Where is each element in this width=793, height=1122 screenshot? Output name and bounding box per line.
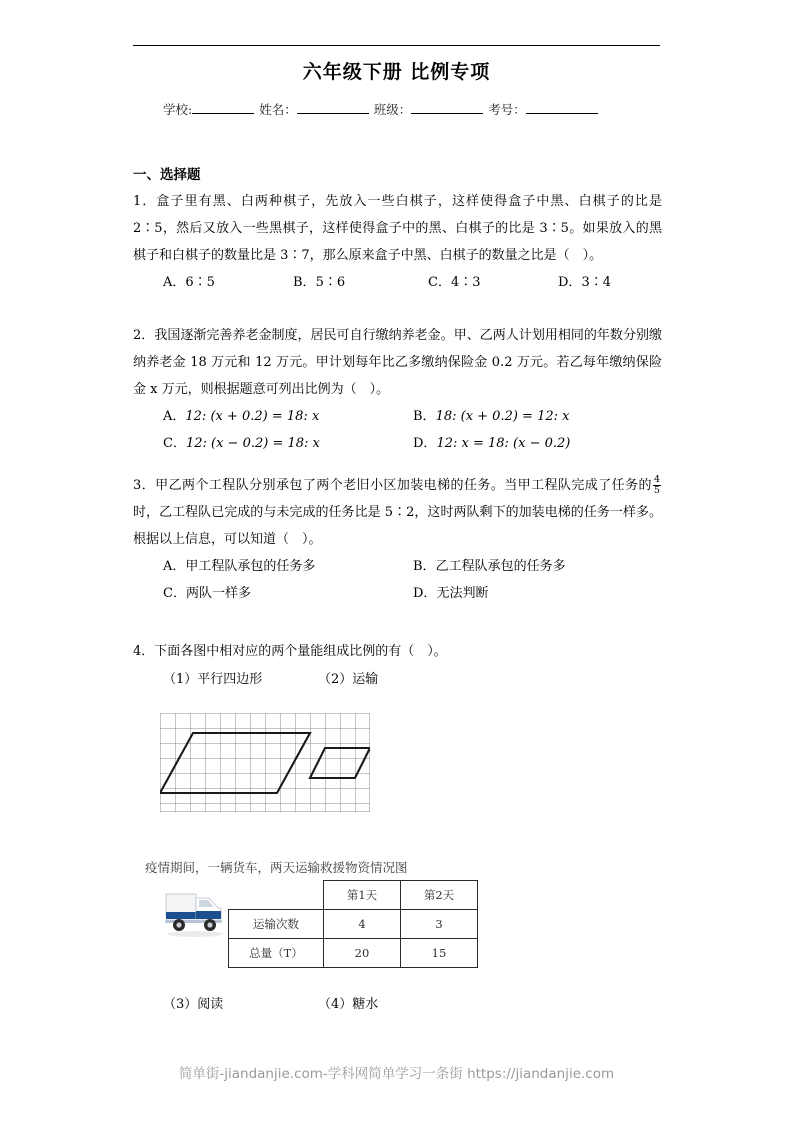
section-heading: 一、选择题 <box>133 167 201 183</box>
question-1-option-c[interactable]: C．4∶3 <box>428 275 481 290</box>
parallelogram-grid-figure <box>160 713 370 812</box>
fraction-four-fifths: $\frac{4}{5}$ <box>653 474 660 496</box>
examid-label: 考号： <box>488 102 526 117</box>
school-blank[interactable] <box>192 113 254 114</box>
school-label: 学校: <box>163 102 193 117</box>
table-row-trips-day1: 4 <box>324 910 401 939</box>
table-row-total-day2: 15 <box>401 939 478 968</box>
table-row-trips-day2: 3 <box>401 910 478 939</box>
question-2-options-row2 <box>133 430 662 457</box>
sub-item-3-label: （3）阅读 <box>163 997 224 1012</box>
question-1-number: 1． <box>133 194 157 209</box>
class-label: 班级： <box>373 102 412 117</box>
question-2-option-d[interactable]: D．12: x = 18: (x − 0.2) <box>413 436 571 451</box>
grid-background <box>160 713 370 812</box>
table-col-day2: 第2天 <box>401 881 478 910</box>
sub-item-4-label: （4）糖水 <box>318 997 379 1012</box>
question-1-option-d[interactable]: D．3∶4 <box>558 275 611 290</box>
question-3 <box>133 472 662 607</box>
class-blank[interactable] <box>411 113 483 114</box>
table-corner-cell <box>229 881 324 910</box>
question-1-options <box>133 269 662 296</box>
table-row-trips-label: 运输次数 <box>229 910 324 939</box>
sub-item-2-label: （2）运输 <box>318 672 379 687</box>
question-2-option-b[interactable]: B．18: (x + 0.2) = 12: x <box>413 409 570 424</box>
question-3-option-b[interactable]: B．乙工程队承包的任务多 <box>413 559 566 574</box>
name-blank[interactable] <box>297 113 369 114</box>
question-3-options-row1 <box>133 553 662 580</box>
truck-icon <box>163 884 231 944</box>
question-1-option-a[interactable]: A．6∶5 <box>163 275 215 290</box>
truck-image <box>163 884 231 944</box>
question-3-option-a[interactable]: A．甲工程队承包的任务多 <box>163 559 316 574</box>
grid-svg <box>160 713 370 812</box>
transport-table <box>228 880 478 968</box>
question-2-option-c[interactable]: C．12: (x − 0.2) = 18: x <box>163 436 320 451</box>
question-1 <box>133 188 662 296</box>
question-2-options-row1 <box>133 403 662 430</box>
name-label: 姓名： <box>259 102 297 117</box>
question-2 <box>133 322 662 457</box>
student-info-line <box>163 100 663 118</box>
table-row-total-day1: 20 <box>324 939 401 968</box>
question-3-options-row2 <box>133 580 662 607</box>
question-3-stem: 3．甲乙两个工程队分别承包了两个老旧小区加装电梯的任务。当甲工程队完成了任务的 $\frac{4}{5}$ 时，乙工程队已完成的与未完成的任务比是 5∶2，这时两队剩下的加装电梯的任务一样多。根据以上信息，可以知道（ ）。 <box>133 474 662 547</box>
question-2-number: 2． <box>133 328 155 343</box>
sub-item-1-label: （1）平行四边形 <box>163 672 263 687</box>
question-2-option-a[interactable]: A．12: (x + 0.2) = 18: x <box>163 409 320 424</box>
table-row-total-label: 总量（T） <box>229 939 324 968</box>
table-col-day1: 第1天 <box>324 881 401 910</box>
question-2-stem: 2．我国逐渐完善养老金制度，居民可自行缴纳养老金。甲、乙两人计划用相同的年数分别缴纳养老金 18 万元和 12 万元。甲计划每年比乙多缴纳保险金 0.2 万元。若乙每年缴纳保险金 x 万元，则根据题意可列出比例为（ ）。 <box>133 328 662 397</box>
table-header-row <box>229 881 478 910</box>
question-4 <box>133 638 662 665</box>
table-row <box>229 939 478 968</box>
header-rule <box>133 45 660 46</box>
question-3-option-d[interactable]: D．无法判断 <box>413 586 489 601</box>
question-1-stem: 1．盒子里有黑、白两种棋子，先放入一些白棋子，这样使得盒子中黑、白棋子的比是2∶5，然后又放入一些黑棋子，这样使得盒子中的黑、白棋子的比是 3∶5。如果放入的黑棋子和白棋子的数量比是 3∶7，那么原来盒子中黑、白棋子的数量之比是（ ）。 <box>133 194 662 263</box>
footer-watermark: 简单街-jiandanjie.com-学科网简单学习一条街 https://jiandanjie.com <box>178 1066 615 1082</box>
question-1-option-b[interactable]: B．5∶6 <box>293 275 346 290</box>
question-4-number: 4． <box>133 644 155 659</box>
question-4-stem: 4．下面各图中相对应的两个量能组成比例的有（ ）。 <box>133 644 447 659</box>
examid-blank[interactable] <box>526 113 598 114</box>
question-3-number: 3． <box>133 478 156 493</box>
table-row <box>229 910 478 939</box>
transport-caption: 疫情期间，一辆货车，两天运输救援物资情况图 <box>145 860 408 875</box>
page-title: 六年级下册 比例专项 <box>302 61 491 83</box>
question-3-option-c[interactable]: C．两队一样多 <box>163 586 251 601</box>
